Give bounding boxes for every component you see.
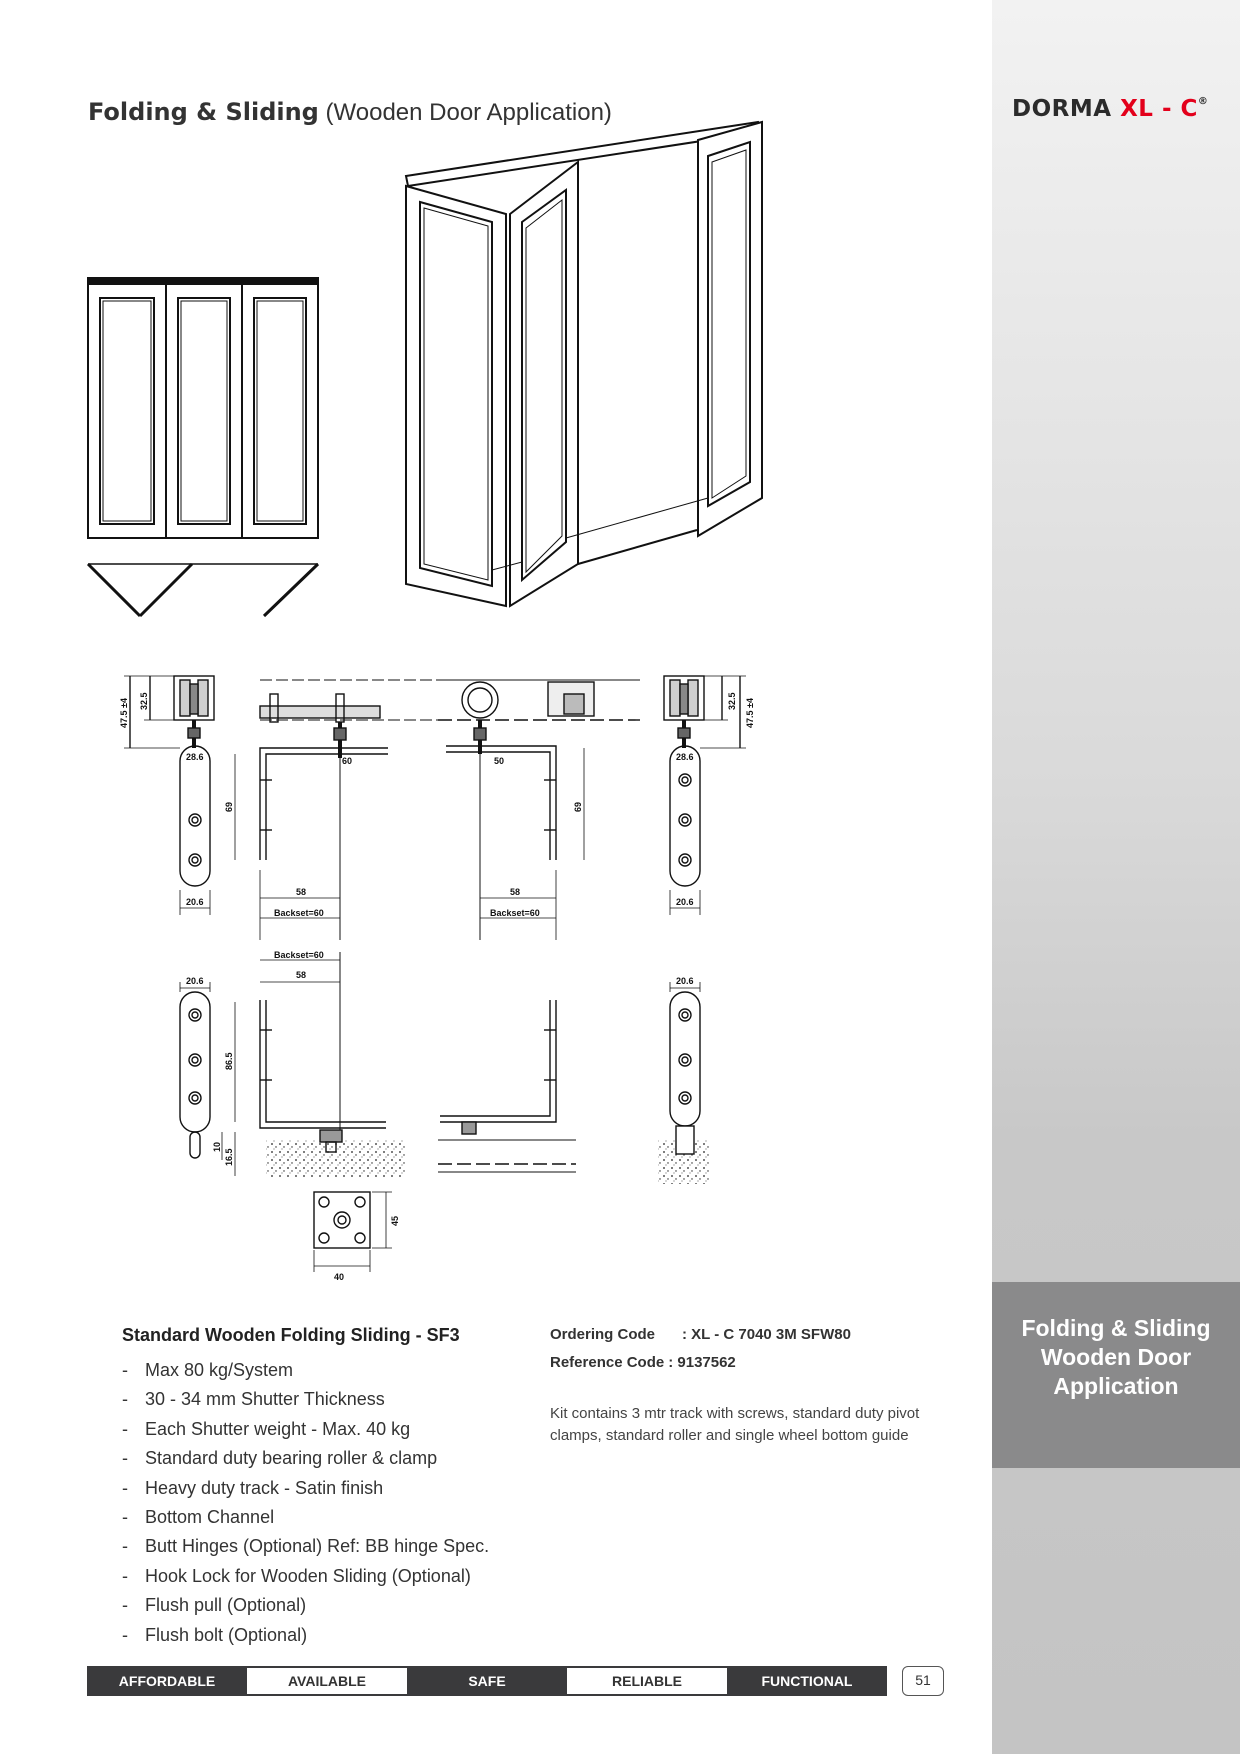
footer-tag: SAFE bbox=[407, 1666, 567, 1696]
dim-40: 40 bbox=[334, 1272, 345, 1282]
dim-86-5: 86.5 bbox=[224, 1052, 234, 1070]
section-tab-label: Folding & Sliding Wooden Door Application bbox=[1021, 1315, 1211, 1399]
pivot-plate-right bbox=[670, 746, 700, 886]
brand-logo bbox=[1012, 96, 1208, 122]
dim-20-6-top-left: 20.6 bbox=[186, 897, 204, 907]
page-title-subtitle: (Wooden Door Application) bbox=[325, 99, 612, 126]
page-number: 51 bbox=[902, 1666, 944, 1696]
dim-20-6-top-right: 20.6 bbox=[676, 897, 694, 907]
dim-58-left: 58 bbox=[296, 887, 307, 897]
dim-20-6-bottom-right: 20.6 bbox=[676, 976, 694, 986]
spec-item: - Butt Hinges (Optional) Ref: BB hinge Spec. bbox=[122, 1532, 542, 1561]
footer-tag: FUNCTIONAL bbox=[727, 1666, 887, 1696]
kit-contents: Kit contains 3 mtr track with screws, standard duty pivot clamps, standard roller and single wheel bottom guide bbox=[550, 1405, 920, 1444]
reference-code-row bbox=[550, 1353, 970, 1381]
dim-28-6-left: 28.6 bbox=[186, 752, 204, 762]
spec-item: - Bottom Channel bbox=[122, 1503, 542, 1532]
bracket-bottom-right bbox=[440, 1000, 556, 1122]
spec-item: - Standard duty bearing roller & clamp bbox=[122, 1444, 542, 1473]
spec-item: - Flush pull (Optional) bbox=[122, 1591, 542, 1620]
dim-backset-right: Backset=60 bbox=[490, 908, 540, 918]
spec-list bbox=[122, 1325, 542, 1650]
footer-tag: AVAILABLE bbox=[247, 1666, 407, 1696]
dim-69-right: 69 bbox=[573, 801, 583, 812]
door-perspective-drawing bbox=[402, 118, 772, 608]
page-title-bold: Folding & Sliding bbox=[88, 98, 319, 126]
footer-tagline-bar bbox=[87, 1666, 887, 1696]
reference-code-label: Reference Code bbox=[550, 1354, 665, 1371]
brand-registered-mark: ® bbox=[1197, 96, 1209, 107]
dim-backset-left: Backset=60 bbox=[274, 908, 324, 918]
dim-32-5-left: 32.5 bbox=[139, 692, 149, 710]
spec-item: - Each Shutter weight - Max. 40 kg bbox=[122, 1415, 542, 1444]
spec-item: - Max 80 kg/System bbox=[122, 1356, 542, 1385]
footer-tag: AFFORDABLE bbox=[87, 1666, 247, 1696]
dim-60-top: 60 bbox=[342, 756, 353, 766]
bracket-top-left bbox=[260, 748, 388, 860]
dim-47-5-left: 47.5 ±4 bbox=[119, 698, 129, 728]
ordering-info bbox=[550, 1325, 970, 1447]
spec-item: - Flush bolt (Optional) bbox=[122, 1621, 542, 1650]
door-front-elevation-drawing bbox=[88, 272, 320, 622]
bottom-pivot-plate-left bbox=[180, 992, 210, 1132]
section-tab bbox=[992, 1282, 1240, 1468]
dim-45: 45 bbox=[390, 1215, 400, 1226]
sidebar-background bbox=[992, 0, 1240, 1754]
spec-item: - Heavy duty track - Satin finish bbox=[122, 1474, 542, 1503]
dim-58-right: 58 bbox=[510, 887, 521, 897]
ordering-code-label: Ordering Code bbox=[550, 1326, 656, 1343]
bottom-guide-plate bbox=[314, 1192, 370, 1248]
dim-47-5-right: 47.5 ±4 bbox=[745, 698, 755, 728]
spec-title: Standard Wooden Folding Sliding - SF3 bbox=[122, 1325, 460, 1345]
dim-20-6-bottom-left: 20.6 bbox=[186, 976, 204, 986]
dim-69-left: 69 bbox=[224, 801, 234, 812]
dim-28-6-right: 28.6 bbox=[676, 752, 694, 762]
dim-50-top: 50 bbox=[494, 756, 505, 766]
reference-code-value: : 9137562 bbox=[668, 1354, 736, 1371]
dim-10: 10 bbox=[212, 1141, 222, 1152]
brand-product: XL - C bbox=[1120, 96, 1198, 122]
spec-item: - 30 - 34 mm Shutter Thickness bbox=[122, 1385, 542, 1414]
technical-detail-drawings bbox=[110, 670, 850, 1290]
pivot-plate-left bbox=[180, 746, 210, 886]
brand-name: DORMA bbox=[1012, 96, 1112, 122]
ordering-code-value: : XL - C 7040 3M SFW80 bbox=[682, 1326, 851, 1343]
bracket-bottom-left bbox=[260, 1000, 386, 1128]
dim-58-bottom: 58 bbox=[296, 970, 307, 980]
spec-item: - Hook Lock for Wooden Sliding (Optional) bbox=[122, 1562, 542, 1591]
footer-tag: RELIABLE bbox=[567, 1666, 727, 1696]
ordering-code-row bbox=[550, 1325, 970, 1353]
dim-backset-bottom: Backset=60 bbox=[274, 950, 324, 960]
dim-32-5-right: 32.5 bbox=[727, 692, 737, 710]
dim-16-5: 16.5 bbox=[224, 1148, 234, 1166]
